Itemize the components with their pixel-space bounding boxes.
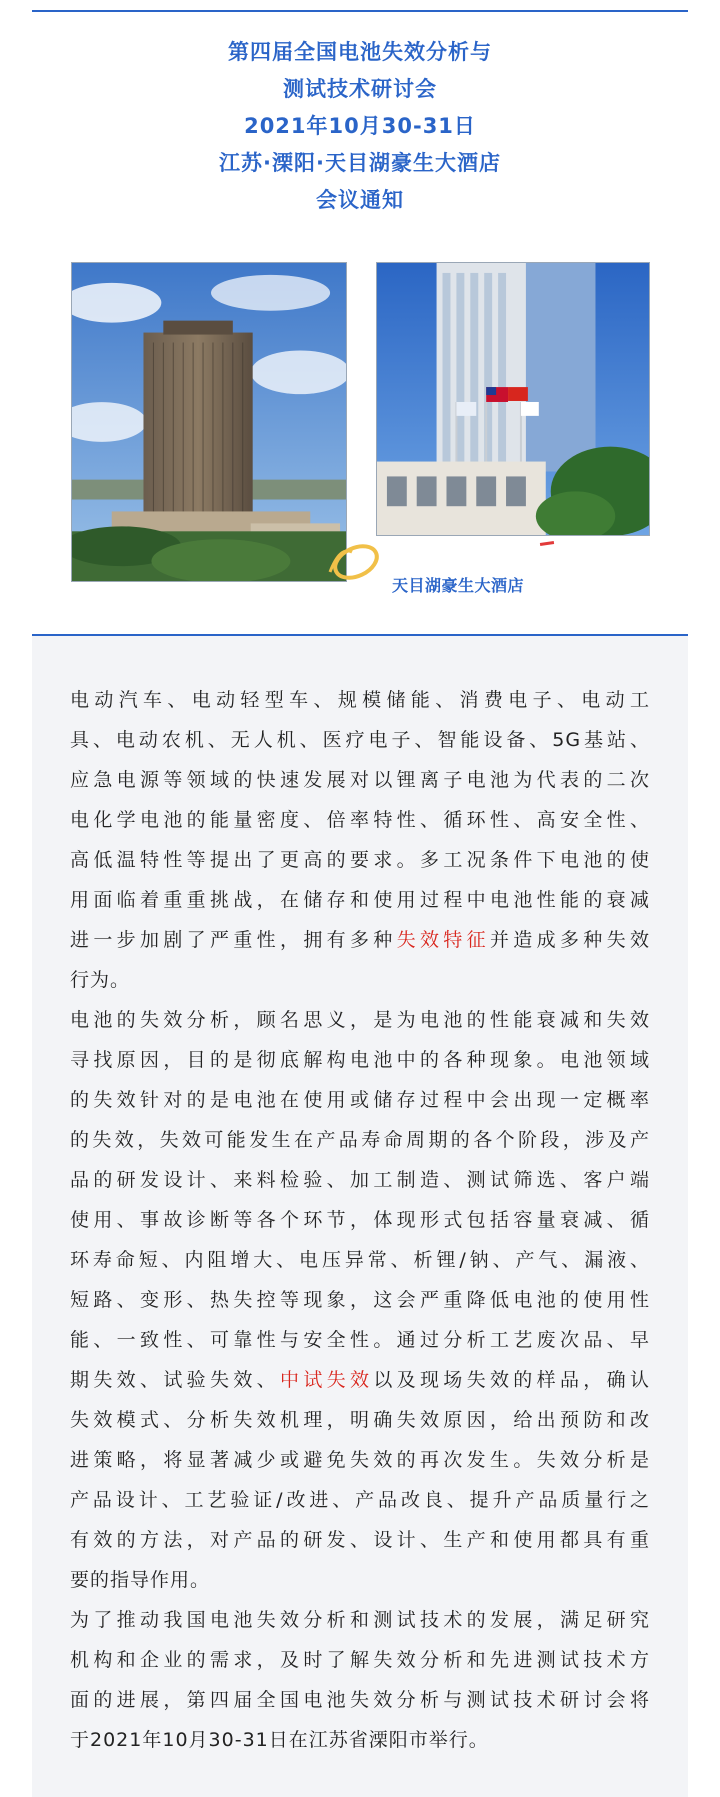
body-line: 要的指导作用。 <box>70 1569 211 1591</box>
body-line: 进策略，将显著减少或避免失效的再次发生。失效分析是 <box>70 1449 650 1471</box>
title-line-1: 第四届全国电池失效分析与 <box>228 40 492 64</box>
body-line: 产品设计、工艺验证/改进、产品改良、提升产品质量行之 <box>70 1489 650 1511</box>
decorative-dash <box>540 541 554 546</box>
highlight-pilot-failure: 中试失效 <box>279 1369 374 1391</box>
body-line: 有效的方法，对产品的研发、设计、生产和使用都具有重 <box>70 1529 650 1551</box>
highlight-failure-features: 失效特征 <box>396 929 490 951</box>
text-segment: 并造成多种失效 <box>489 929 650 951</box>
body-line: 的失效，失效可能发生在产品寿命周期的各个阶段，涉及产 <box>70 1129 650 1151</box>
body-line: 的失效针对的是电池在使用或储存过程中会出现一定概率 <box>70 1089 650 1111</box>
conference-title <box>0 34 720 219</box>
hotel-tower-photo <box>71 262 347 582</box>
title-notice: 会议通知 <box>316 188 404 212</box>
body-line: 行为。 <box>70 969 131 991</box>
body-line: 高低温特性等提出了更高的要求。多工况条件下电池的使 <box>70 849 650 871</box>
text-segment: 进一步加剧了严重性，拥有多种 <box>70 929 397 951</box>
text-segment: 期失效、试验失效、 <box>70 1369 280 1391</box>
photo-caption: 天目湖豪生大酒店 <box>392 576 525 595</box>
hotel-facade-with-flags-photo <box>376 262 650 536</box>
body-line: 能、一致性、可靠性与安全性。通过分析工艺废次品、早 <box>70 1329 650 1351</box>
text-segment: 以及现场失效的样品，确认 <box>373 1369 650 1391</box>
body-line-highlight <box>70 920 650 960</box>
body-line: 面的进展，第四届全国电池失效分析与测试技术研讨会将 <box>70 1689 650 1711</box>
body-line: 使用、事故诊断等各个环节，体现形式包括容量衰减、循 <box>70 1209 650 1231</box>
title-venue: 江苏·溧阳·天目湖豪生大酒店 <box>219 151 501 175</box>
body-line: 寻找原因，目的是彻底解构电池中的各种现象。电池领域 <box>70 1049 650 1071</box>
body-line: 于2021年10月30-31日在江苏省溧阳市举行。 <box>70 1729 489 1751</box>
body-line: 具、电动农机、无人机、医疗电子、智能设备、5G基站、 <box>70 729 650 751</box>
notice-body <box>70 680 650 1760</box>
body-line: 用面临着重重挑战，在储存和使用过程中电池性能的衰减 <box>70 889 650 911</box>
body-line: 机构和企业的需求，及时了解失效分析和先进测试技术方 <box>70 1649 650 1671</box>
body-line: 应急电源等领域的快速发展对以锂离子电池为代表的二次 <box>70 769 650 791</box>
top-divider <box>32 10 688 12</box>
body-line: 电动汽车、电动轻型车、规模储能、消费电子、电动工 <box>70 689 650 711</box>
body-line: 电化学电池的能量密度、倍率特性、循环性、高安全性、 <box>70 809 650 831</box>
decorative-swirl-icon <box>322 538 382 582</box>
body-line-highlight <box>70 1360 650 1400</box>
title-line-2: 测试技术研讨会 <box>283 77 437 101</box>
body-line: 短路、变形、热失控等现象，这会严重降低电池的使用性 <box>70 1289 650 1311</box>
body-line: 品的研发设计、来料检验、加工制造、测试筛选、客户端 <box>70 1169 650 1191</box>
body-line: 为了推动我国电池失效分析和测试技术的发展，满足研究 <box>70 1609 650 1631</box>
title-date: 2021年10月30-31日 <box>244 114 476 138</box>
body-line: 失效模式、分析失效机理，明确失效原因，给出预防和改 <box>70 1409 650 1431</box>
body-line: 电池的失效分析，顾名思义，是为电池的性能衰减和失效 <box>70 1009 650 1031</box>
body-line: 环寿命短、内阻增大、电压异常、析锂/钠、产气、漏液、 <box>70 1249 650 1271</box>
